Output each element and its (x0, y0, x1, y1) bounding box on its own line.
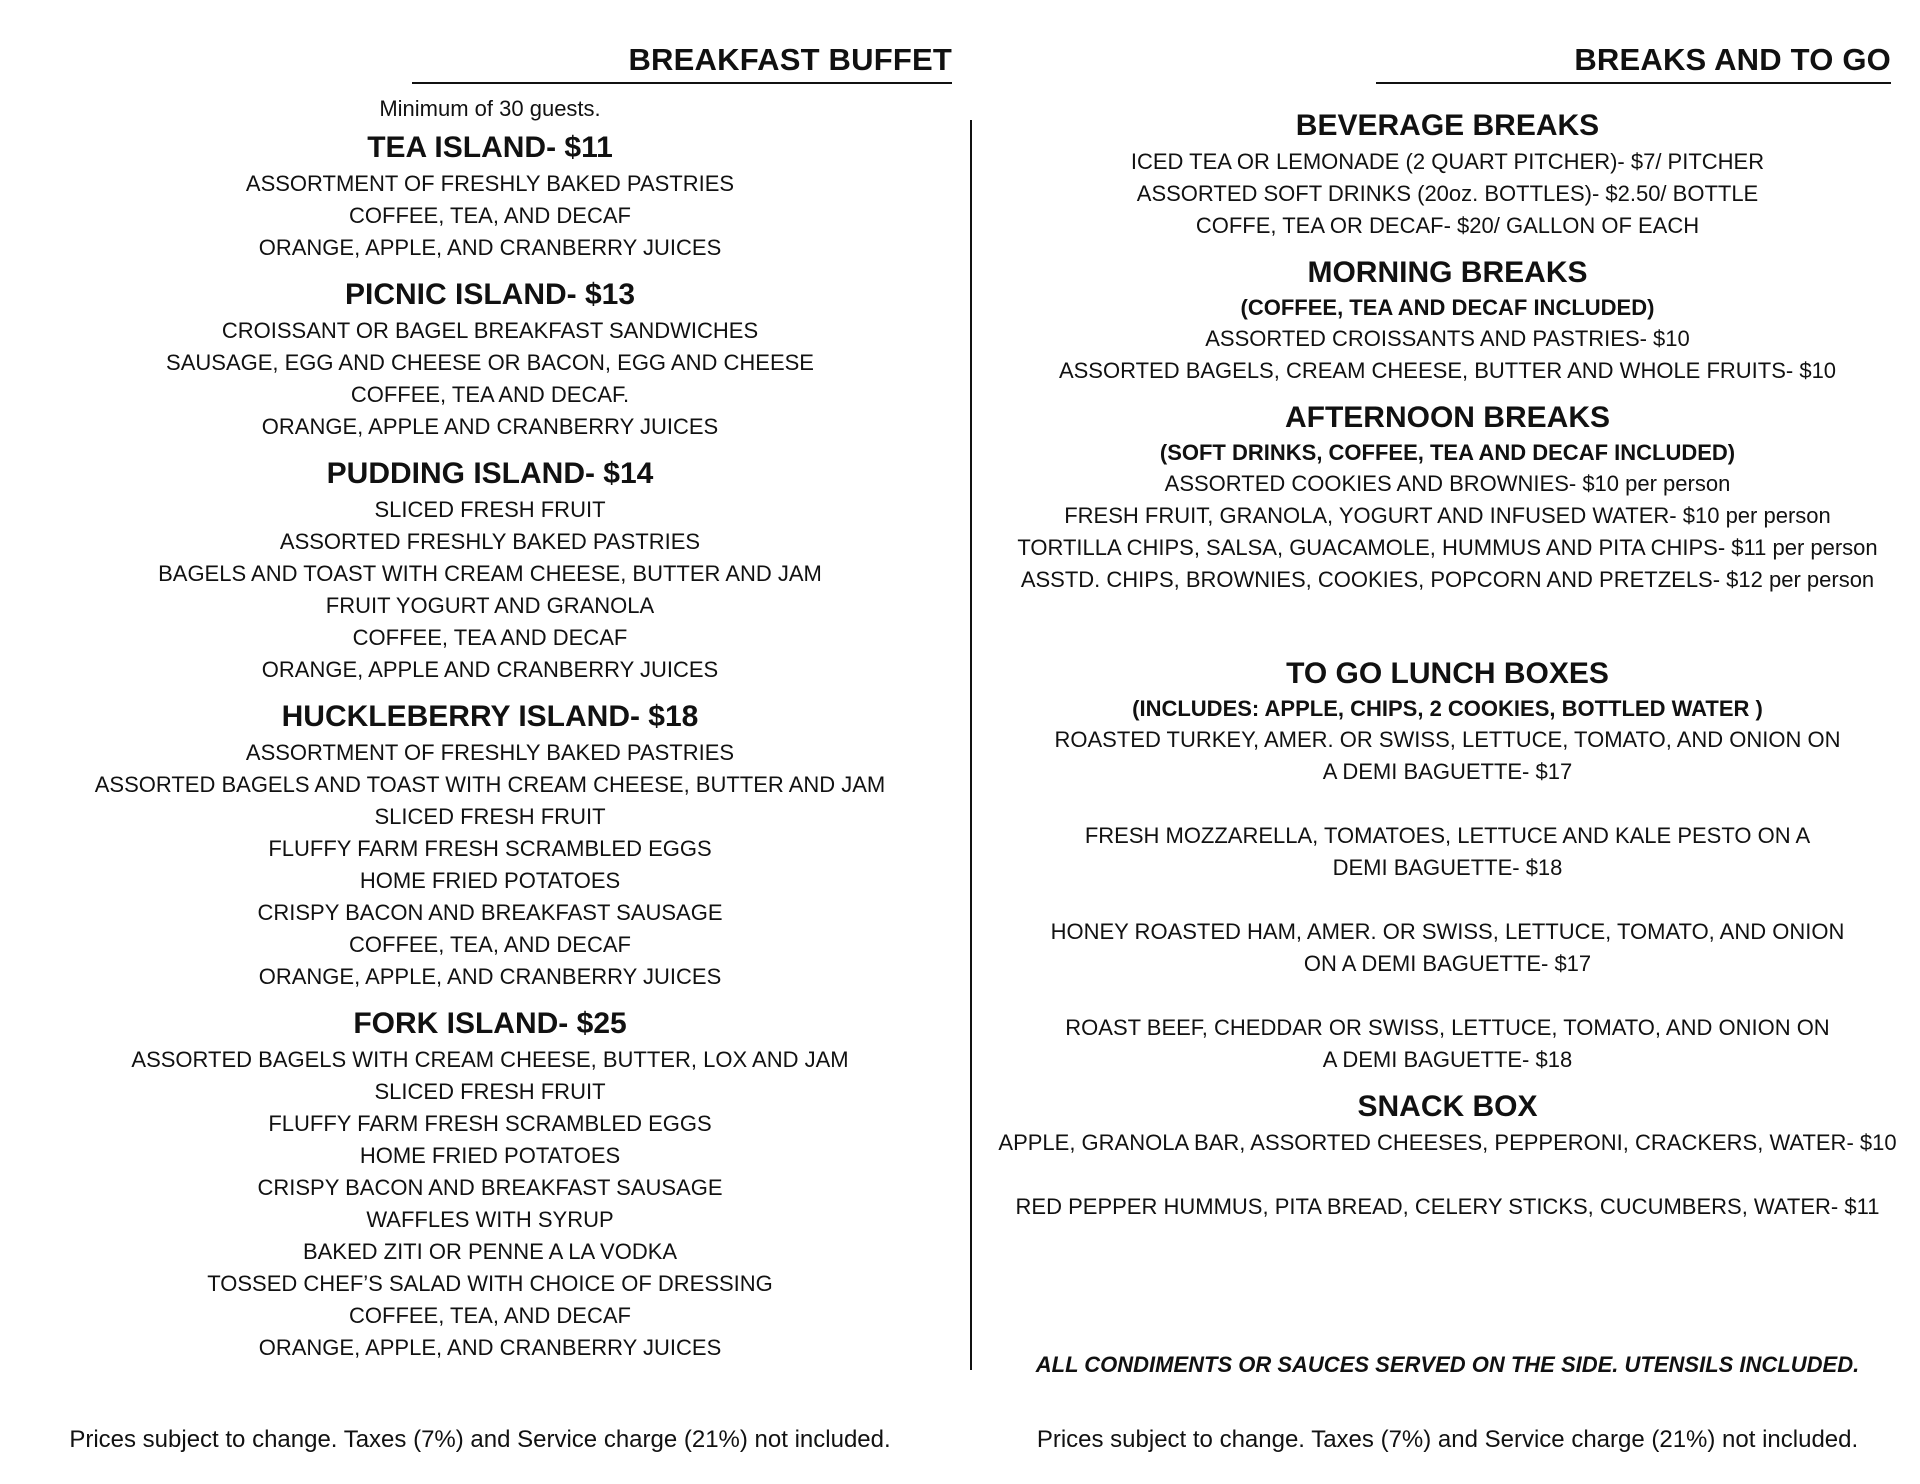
afternoon-breaks-section (985, 398, 1910, 596)
menu-item-line: A DEMI BAGUETTE- $17 (1322, 759, 1573, 784)
menu-item: CROISSANT OR BAGEL BREAKFAST SANDWICHES (221, 318, 759, 343)
menu-item: ASSORTMENT OF FRESHLY BAKED PASTRIES (245, 740, 735, 765)
snack-box-section (985, 1087, 1910, 1223)
menu-item: FLUFFY FARM FRESH SCRAMBLED EGGS (268, 1111, 712, 1136)
prices-disclaimer-left: Prices subject to change. Taxes (7%) and Service charge (21%) not included. (69, 1426, 891, 1453)
menu-item: ASSORTED CROISSANTS AND PASTRIES- $10 (1205, 326, 1690, 351)
menu-item: FRESH FRUIT, GRANOLA, YOGURT AND INFUSED WATER- $10 per person (1064, 503, 1831, 528)
section-subtitle: (INCLUDES: APPLE, CHIPS, 2 COOKIES, BOTTLED WATER ) (1132, 696, 1763, 721)
menu-item: HOME FRIED POTATOES (359, 868, 621, 893)
menu-item: FLUFFY FARM FRESH SCRAMBLED EGGS (268, 836, 712, 861)
menu-item-line: DEMI BAGUETTE- $18 (1332, 855, 1563, 880)
section-title: FORK ISLAND- $25 (353, 1007, 627, 1040)
lunch-box-item (985, 916, 1910, 980)
menu-item-line: ROASTED TURKEY, AMER. OR SWISS, LETTUCE, TOMATO, AND ONION ON (1054, 727, 1841, 752)
condiments-notice: ALL CONDIMENTS OR SAUCES SERVED ON THE SIDE. UTENSILS INCLUDED. (1035, 1352, 1860, 1377)
menu-item: WAFFLES WITH SYRUP (366, 1207, 614, 1232)
menu-item: ORANGE, APPLE AND CRANBERRY JUICES (261, 414, 719, 439)
menu-item: ASSORTED FRESHLY BAKED PASTRIES (279, 529, 701, 554)
lunch-box-item (985, 1012, 1910, 1076)
menu-item: SLICED FRESH FRUIT (374, 1079, 606, 1104)
section-title: HUCKLEBERRY ISLAND- $18 (281, 700, 699, 733)
section-title: MORNING BREAKS (1307, 256, 1588, 289)
menu-item: BAGELS AND TOAST WITH CREAM CHEESE, BUTTER AND JAM (158, 561, 822, 586)
menu-item: ASSORTED BAGELS WITH CREAM CHEESE, BUTTER, LOX AND JAM (131, 1047, 849, 1072)
menu-item: SLICED FRESH FRUIT (374, 804, 606, 829)
menu-item: CRISPY BACON AND BREAKFAST SAUSAGE (257, 900, 723, 925)
lunch-box-item (985, 820, 1910, 884)
menu-item: ORANGE, APPLE AND CRANBERRY JUICES (261, 657, 719, 682)
menu-item: ORANGE, APPLE, AND CRANBERRY JUICES (258, 235, 722, 260)
lunch-box-item (985, 724, 1910, 788)
menu-item: ASSORTED COOKIES AND BROWNIES- $10 per person (1164, 471, 1731, 496)
menu-item: COFFEE, TEA, AND DECAF (349, 932, 631, 957)
minimum-guests-note: Minimum of 30 guests. (379, 96, 601, 121)
menu-item: ORANGE, APPLE, AND CRANBERRY JUICES (258, 1335, 722, 1360)
section-subtitle: (COFFEE, TEA AND DECAF INCLUDED) (1240, 295, 1655, 320)
menu-item: SLICED FRESH FRUIT (374, 497, 606, 522)
menu-item: RED PEPPER HUMMUS, PITA BREAD, CELERY STICKS, CUCUMBERS, WATER- $11 (1015, 1194, 1880, 1219)
menu-item-line: A DEMI BAGUETTE- $18 (1322, 1047, 1573, 1072)
menu-item: APPLE, GRANOLA BAR, ASSORTED CHEESES, PEPPERONI, CRACKERS, WATER- $10 (998, 1130, 1897, 1155)
morning-breaks-section (985, 253, 1910, 387)
prices-disclaimer-right: Prices subject to change. Taxes (7%) and Service charge (21%) not included. (1036, 1426, 1859, 1453)
column-divider (970, 120, 972, 1370)
menu-item: FRUIT YOGURT AND GRANOLA (325, 593, 655, 618)
menu-section (60, 454, 920, 686)
menu-section (60, 128, 920, 264)
menu-item-line: HONEY ROASTED HAM, AMER. OR SWISS, LETTUCE, TOMATO, AND ONION (1050, 919, 1845, 944)
menu-item-line: ON A DEMI BAGUETTE- $17 (1303, 951, 1592, 976)
menu-item-line: ROAST BEEF, CHEDDAR OR SWISS, LETTUCE, TOMATO, AND ONION ON (1065, 1015, 1830, 1040)
section-title: TEA ISLAND- $11 (367, 131, 613, 164)
menu-item: SAUSAGE, EGG AND CHEESE OR BACON, EGG AND CHEESE (166, 350, 814, 375)
lunch-boxes-section (985, 654, 1910, 1076)
breaks-column (985, 0, 1910, 1234)
menu-item: COFFE, TEA OR DECAF- $20/ GALLON OF EACH (1195, 213, 1700, 238)
section-title: TO GO LUNCH BOXES (1286, 657, 1609, 690)
menu-item: TORTILLA CHIPS, SALSA, GUACAMOLE, HUMMUS AND PITA CHIPS- $11 per person (1017, 535, 1878, 560)
section-title: BEVERAGE BREAKS (1295, 109, 1600, 142)
section-title: PICNIC ISLAND- $13 (344, 278, 636, 311)
menu-item: COFFEE, TEA, AND DECAF (349, 203, 631, 228)
menu-item: ASSORTED BAGELS, CREAM CHEESE, BUTTER AND WHOLE FRUITS- $10 (1058, 358, 1837, 383)
menu-item-line: FRESH MOZZARELLA, TOMATOES, LETTUCE AND KALE PESTO ON A (1084, 823, 1811, 848)
breakfast-buffet-column (60, 0, 920, 1375)
section-title: AFTERNOON BREAKS (1284, 401, 1610, 434)
menu-section (60, 697, 920, 993)
section-title: SNACK BOX (1357, 1090, 1538, 1123)
menu-item: ASSORTMENT OF FRESHLY BAKED PASTRIES (245, 171, 735, 196)
menu-item: COFFEE, TEA AND DECAF (352, 625, 628, 650)
menu-item: ASSORTED BAGELS AND TOAST WITH CREAM CHEESE, BUTTER AND JAM (94, 772, 886, 797)
menu-section (60, 275, 920, 443)
menu-item: CRISPY BACON AND BREAKFAST SAUSAGE (257, 1175, 723, 1200)
menu-section (60, 1004, 920, 1364)
section-subtitle: (SOFT DRINKS, COFFEE, TEA AND DECAF INCLUDED) (1159, 440, 1736, 465)
menu-item: BAKED ZITI OR PENNE A LA VODKA (302, 1239, 678, 1264)
menu-item: COFFEE, TEA, AND DECAF (349, 1303, 631, 1328)
menu-item: TOSSED CHEF’S SALAD WITH CHOICE OF DRESSING (207, 1271, 773, 1296)
section-title: PUDDING ISLAND- $14 (326, 457, 654, 490)
breaks-heading: BREAKS AND TO GO (1376, 42, 1891, 84)
menu-item: ASSORTED SOFT DRINKS (20oz. BOTTLES)- $2.50/ BOTTLE (1136, 181, 1759, 206)
menu-item: COFFEE, TEA AND DECAF. (350, 382, 630, 407)
menu-item: ASSTD. CHIPS, BROWNIES, COOKIES, POPCORN AND PRETZELS- $12 per person (1020, 567, 1875, 592)
menu-item: HOME FRIED POTATOES (359, 1143, 621, 1168)
menu-item: ICED TEA OR LEMONADE (2 QUART PITCHER)- $7/ PITCHER (1130, 149, 1765, 174)
beverage-breaks-section (985, 106, 1910, 242)
breakfast-buffet-heading: BREAKFAST BUFFET (412, 42, 952, 84)
menu-item: ORANGE, APPLE, AND CRANBERRY JUICES (258, 964, 722, 989)
